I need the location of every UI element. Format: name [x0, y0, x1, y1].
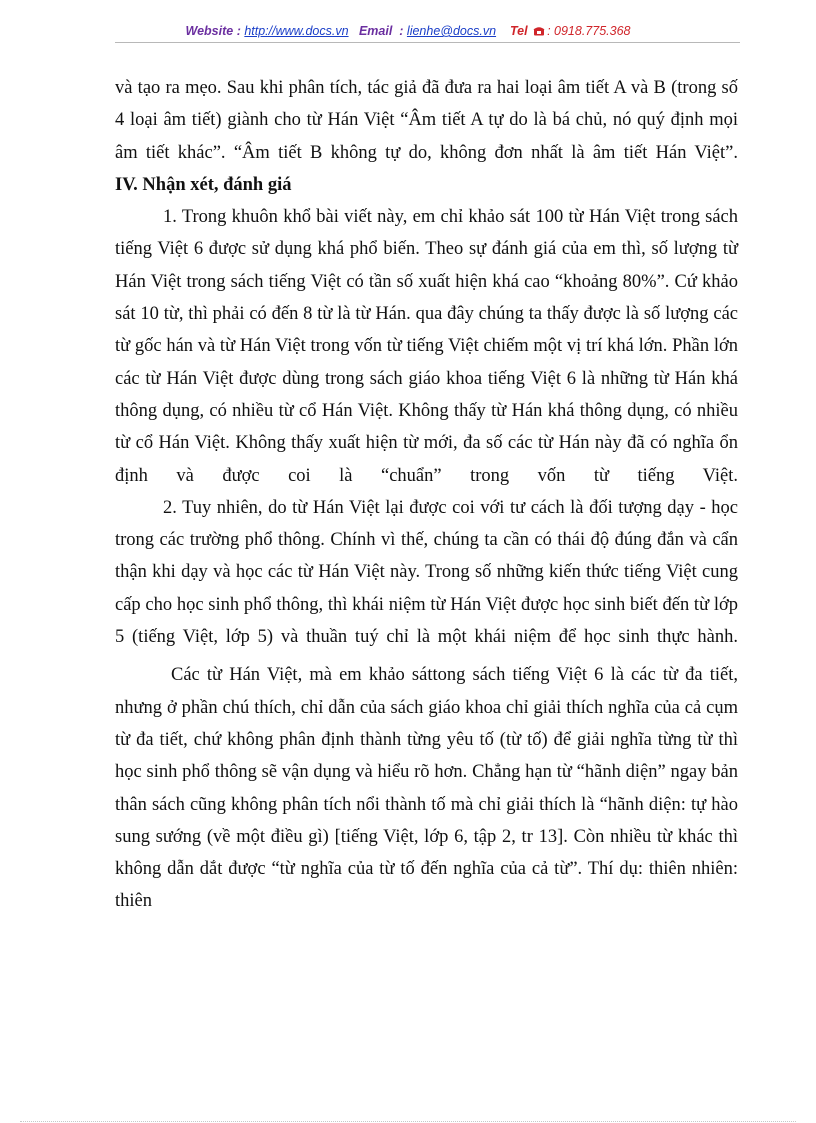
website-separator: :: [233, 24, 245, 38]
text-line: nó quý định mọi âm tiết khác”. “Âm tiết B không tự do, không đơn nhất: [115, 110, 739, 163]
text-line: và tạo ra mẹo. Sau khi phân tích, tác giả đã đưa ra hai loại âm tiết A và B: [115, 78, 666, 98]
text-line: 1. Trong khuôn khổ bài viết này, em chỉ khảo sát 100 từ Hán Việt: [163, 207, 656, 228]
paragraph-point-2: [115, 492, 738, 653]
email-separator: :: [395, 24, 407, 38]
text-line: đây chúng ta thấy được là số lượng các từ gốc hán và từ Hán Việt trong: [115, 304, 738, 357]
text-line: thành tố mà chỉ giải thích là “hãnh diện: tự hào sung sướng (về một điều: [115, 794, 739, 847]
text-line: gì) [tiếng Việt, lớp 6, tập 2, tr 13]. Còn nhiều từ khác thì không dẫn dắt: [115, 826, 738, 880]
text-line: những kiến thức tiếng Việt cung cấp cho học sinh phổ thông, thì khái: [115, 562, 738, 615]
text-line: nghĩa ổn định và được coi là “chuẩn” trong vốn từ tiếng Việt.: [115, 433, 739, 486]
text-line: dạy - học trong các trường phổ thông. Chính vì thế, chúng ta cần có thái: [115, 497, 738, 551]
email-link[interactable]: lienhe@docs.vn: [406, 24, 497, 38]
text-line: cổ Hán Việt. Không thấy xuất hiện từ mới, đa số các từ Hán này đã có: [135, 433, 668, 454]
tel-label: Tel: [509, 24, 528, 38]
tel-value: 0918.775.368: [554, 24, 631, 38]
text-line: được “từ nghĩa của từ tố đến nghĩa của cả từ”. Thí dụ: thiên nhiên: thiên: [115, 859, 739, 912]
text-line: Chẳng hạn từ “hãnh diện” ngay bản thân sách cũng không phân tích nổi: [115, 762, 739, 815]
text-line: vốn từ tiếng Việt chiếm một vị trí khá lớn. Phần lớn các từ Hán Việt được: [115, 336, 739, 389]
text-line: thuần tuý chỉ là một khái niệm để học sinh thực hành.: [306, 627, 738, 648]
page-header: [0, 24, 816, 38]
text-line: dùng trong sách giáo khoa tiếng Việt 6 là những từ Hán khá thông dụng,: [115, 368, 738, 421]
text-line: niệm từ Hán Việt được học sinh biết đến từ lớp 5 (tiếng Việt, lớp 5) và: [115, 594, 738, 648]
document-body: [115, 72, 738, 918]
text-line: em thì, số lượng từ Hán Việt trong sách tiếng Việt có tần số xuất hiện khá: [115, 239, 738, 292]
website-link[interactable]: http://www.docs.vn: [244, 24, 349, 38]
text-line: nghĩa của cả cụm từ đa tiết, chứ không phân định thành từng yêu tố (từ tố): [115, 697, 738, 750]
section-heading: IV. Nhận xét, đánh giá: [115, 174, 292, 195]
paragraph-point-1: [115, 201, 738, 492]
footer-divider: [20, 1121, 796, 1122]
text-line: tiết, nhưng ở phần chú thích, chỉ dẫn của sách giáo khoa chỉ giải thích: [115, 665, 739, 718]
text-line: 2. Tuy nhiên, do từ Hán Việt lại được coi với tư cách là đối tượng: [163, 497, 662, 518]
email-label: Email: [358, 24, 393, 38]
paragraph-han-viet-analysis: [115, 659, 738, 917]
text-line: Các từ Hán Việt, mà em khảo sáttong sách tiếng Việt 6 là các từ đa: [171, 665, 703, 686]
website-label: Website: [185, 24, 234, 38]
text-line: trong sách tiếng Việt 6 được sử dụng khá phổ biến. Theo sự đánh giá của: [115, 207, 738, 260]
tel-separator: :: [547, 24, 555, 38]
header-divider: [115, 42, 740, 43]
text-line: (trong số 4 loại âm tiết) giành cho từ Hán Việt “Âm tiết A tự do là bá chủ,: [115, 78, 738, 131]
paragraph-intro: [115, 72, 738, 169]
phone-icon: [533, 26, 545, 36]
text-line: độ đúng đắn và cẩn thận khi dạy và học các từ Hán Việt này. Trong số: [115, 530, 738, 583]
text-line: có nhiều từ cổ Hán Việt. Không thấy từ Hán khá thông dụng, có nhiều từ: [115, 400, 739, 454]
text-line: để giải nghĩa từng từ thì học sinh phổ thông sẽ vận dụng và hiểu rõ hơn.: [115, 729, 738, 783]
text-line: là âm tiết Hán Việt”.: [571, 142, 738, 163]
text-line: cao “khoảng 80%”. Cứ khảo sát 10 từ, thì phải có đến 8 từ là từ Hán. qua: [115, 271, 739, 325]
